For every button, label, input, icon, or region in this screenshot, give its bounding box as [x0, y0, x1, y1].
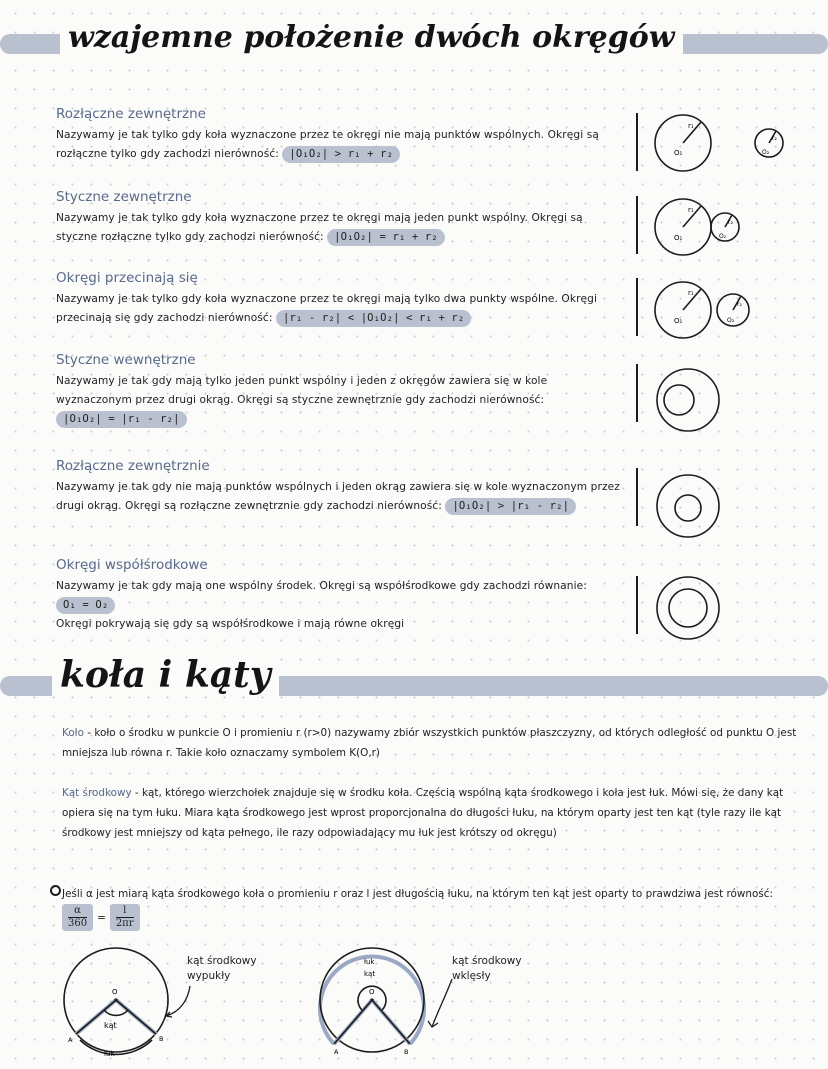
section-text: Nazywamy je tak gdy mają one wspólny środek. Okręgi są współśrodkowe gdy zachodzi równanie: O₁ = O₂: [56, 577, 626, 615]
label-r1: r₁: [688, 122, 694, 130]
formula-highlight: |O₁O₂| > |r₁ - r₂|: [445, 498, 576, 515]
formula-highlight: |O₁O₂| > r₁ + r₂: [282, 146, 400, 163]
section-heading: Rozłączne zewnętrznie: [56, 458, 210, 474]
divider: [636, 468, 638, 526]
label-o1: O₁: [674, 149, 683, 157]
section-heading: Styczne wewnętrzne: [56, 352, 196, 368]
label-r2: r₂: [737, 301, 742, 308]
section-wspolsrodkowe: [56, 557, 626, 634]
divider: [636, 113, 638, 171]
circle-outer: [657, 577, 719, 639]
formula-highlight: O₁ = O₂: [56, 597, 115, 614]
figure-wspolsrodkowe: [648, 568, 728, 648]
note-kat-wklesly: kąt środkowy wklęsły: [452, 955, 522, 982]
label-o: O: [369, 988, 375, 996]
section-title: koła i kąty: [52, 654, 279, 696]
divider: [636, 196, 638, 254]
section-heading: Okręgi współśrodkowe: [56, 557, 208, 573]
circle-outer: [657, 475, 719, 537]
section-text: Nazywamy je tak tylko gdy koła wyznaczone przez te okręgi nie mają punktów wspólnych. Okręgi są rozłączne tylko gdy zachodzi nierówność: |O₁O₂| > r₁ + r₂: [56, 126, 626, 164]
section-text: Nazywamy je tak gdy mają tylko jeden punkt wspólny i jeden z okręgów zawiera się w kole wyznaczonym przez drugi okrąg. Okręgi są styczne zewnętrznie gdy zachodzi nierówność: |O₁O₂| = |r₁ - r₂|: [56, 372, 626, 429]
divider: [636, 576, 638, 634]
label-luk: łuk: [104, 1050, 115, 1058]
fraction-alpha: $\frac{\alpha}{360}$: [62, 904, 93, 931]
section-przecinaja-sie: [56, 270, 626, 328]
section-text: Nazywamy je tak tylko gdy koła wyznaczone przez te okręgi mają tylko dwa punkty wspólne. Okręgi przecinają się gdy zachodzi nierówność: |r₁ - r₂| < |O₁O₂| < r₁ + r₂: [56, 290, 626, 328]
figure-rozlaczne-zewnetrzne: [648, 108, 798, 178]
section-heading: Styczne zewnętrzne: [56, 189, 192, 205]
formula-highlight: |O₁O₂| = r₁ + r₂: [327, 229, 445, 246]
label-r1: r₁: [688, 289, 694, 297]
label-o2: O₂: [762, 149, 770, 156]
label-o1: O₁: [674, 317, 683, 325]
label-o2: O₂: [719, 233, 727, 240]
label-r2: r₂: [772, 135, 777, 142]
center-point: [114, 998, 117, 1001]
circle-inner: [669, 589, 707, 627]
bullet-icon: [50, 885, 61, 896]
figure-styczne-zewnetrzne: [648, 192, 798, 262]
definition-kolo: Koło - koło o środku w punkcie O i promieniu r (r>0) nazywamy zbiór wszystkich punktów płaszczyzny, od których odległość od punktu O jest mniejsza lub równa r. Takie koło oznaczamy symbolem K(O,r): [62, 727, 797, 759]
label-kat: kąt: [104, 1021, 117, 1030]
section-styczne-wewnetrzne: [56, 352, 626, 429]
section-rozlaczne-zewnetrzne: [56, 106, 626, 164]
center-point: [370, 998, 373, 1001]
fraction-arc: $\frac{l}{2\pi r}$: [110, 904, 140, 931]
divider: [636, 364, 638, 422]
circle-inner: [664, 385, 694, 415]
section-heading: Rozłączne zewnętrzne: [56, 106, 206, 122]
term: Koło: [62, 727, 84, 739]
rownosc: Jeśli α jest miarą kąta środkowego koła o promieniu r oraz l jest długością łuku, na którym ten kąt jest oparty to prawdziwa jest równość: $\frac{\alpha}{360}$ = $\frac{l}{2\pi r}$: [62, 888, 773, 929]
label-luk: łuk: [364, 958, 375, 966]
circle-outer: [657, 369, 719, 431]
circle-inner: [675, 495, 701, 521]
label-o: O: [112, 988, 118, 996]
label-b: B: [159, 1035, 164, 1043]
formula-proportion: [62, 904, 140, 931]
section-text: Nazywamy je tak tylko gdy koła wyznaczone przez te okręgi mają jeden punkt wspólny. Okręgi są styczne rozłączne tylko gdy zachodzi nierówność: |O₁O₂| = r₁ + r₂: [56, 209, 626, 247]
arrow-icon: [160, 982, 200, 1022]
title2-band-right: [230, 676, 828, 696]
figure-przecinaja-sie: [648, 274, 798, 344]
section-rozlaczne-zewnetrznie: [56, 458, 626, 516]
term: Kąt środkowy: [62, 787, 132, 799]
figure-styczne-wewnetrzne: [648, 360, 728, 440]
label-b: B: [404, 1048, 409, 1056]
section-styczne-zewnetrzne: [56, 189, 626, 247]
label-kat: kąt: [364, 970, 376, 978]
figure-rozlaczne-zewnetrznie: [648, 466, 728, 546]
label-o1: O₁: [674, 234, 683, 242]
label-o2: O₂: [727, 317, 735, 324]
definition-kat-srodkowy: Kąt środkowy - kąt, którego wierzchołek znajduje się w środku koła. Częścią wspólną kąta środkowego i koła jest łuk. Mówi się, że dany kąt opiera się na tym łuku. Miara kąta środkowego jest wprost proporcjonalna do długości łuku, na którym oparty jest ten kąt (tyle razy ile kąt środkowy jest mniejszy od kąta pełnego, ile razy odpowiadający mu łuk jest krótszy od okręgu): [62, 787, 784, 839]
equals-sign: =: [97, 911, 106, 924]
label-r2: r₂: [728, 219, 733, 226]
arrow-icon: [418, 975, 458, 1035]
page-title: wzajemne położenie dwóch okręgów: [60, 20, 683, 55]
formula-highlight: |r₁ - r₂| < |O₁O₂| < r₁ + r₂: [276, 310, 471, 327]
section-text: Nazywamy je tak gdy nie mają punktów wspólnych i jeden okrąg zawiera się w kole wyznaczonym przez drugi okrąg. Okręgi są rozłączne zewnętrznie gdy zachodzi nierówność: |O₁O₂| > |r₁ - r₂|: [56, 478, 626, 516]
label-a: A: [68, 1036, 73, 1044]
divider: [636, 278, 638, 336]
label-r1: r₁: [688, 206, 694, 214]
label-a: A: [334, 1048, 339, 1056]
section-note: Okręgi pokrywają się gdy są współśrodkowe i mają równe okręgi: [56, 618, 405, 630]
section-heading: Okręgi przecinają się: [56, 270, 198, 286]
formula-highlight: |O₁O₂| = |r₁ - r₂|: [56, 411, 187, 428]
note-kat-wypukly: kąt środkowy wypukły: [187, 955, 257, 982]
